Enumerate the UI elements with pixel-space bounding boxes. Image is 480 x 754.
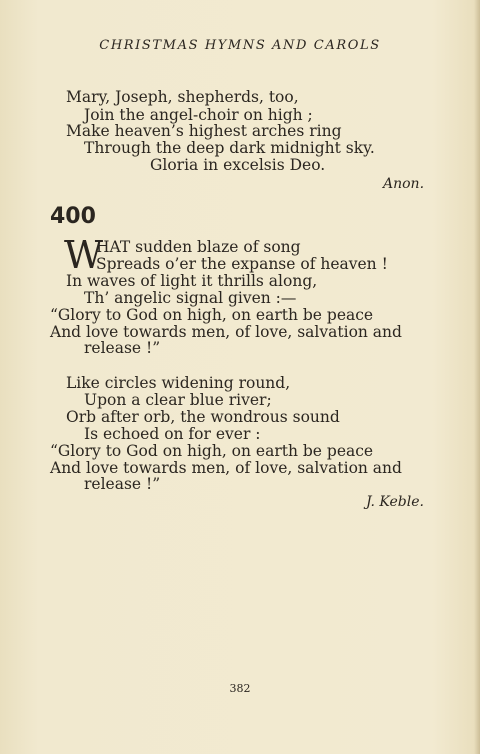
verse-line: Make heaven’s highest arches ring: [66, 122, 342, 140]
dropcap-letter: W: [64, 233, 104, 277]
verse-line: Join the angel-choir on high ;: [84, 106, 313, 124]
verse-line: HAT sudden blaze of song: [96, 238, 301, 256]
verse-line: Like circles widening round,: [66, 374, 291, 392]
verse-line: Orb after orb, the wondrous sound: [66, 408, 340, 426]
verse-line: Spreads o’er the expanse of heaven !: [96, 255, 388, 273]
verse-line: “Glory to God on high, on earth be peace: [50, 442, 374, 460]
running-head: CHRISTMAS HYMNS AND CAROLS: [99, 38, 381, 53]
verse-line: And love towards men, of love, salvation and: [50, 459, 402, 477]
verse-line: Upon a clear blue river;: [84, 391, 272, 409]
page-number: 382: [229, 682, 251, 695]
verse-line: “Glory to God on high, on earth be peace: [50, 306, 374, 324]
verse-line: release !”: [84, 475, 161, 493]
verse-line: release !”: [84, 339, 161, 357]
previous-hymn-attribution: Anon.: [383, 176, 425, 192]
verse-line: Th’ angelic signal given :—: [84, 289, 297, 307]
verse-line: Is echoed on for ever :: [84, 425, 261, 443]
hymn-attribution: J. Keble.: [366, 494, 424, 510]
hymn-number: 400: [50, 204, 96, 229]
verse-line: Mary, Joseph, shepherds, too,: [66, 88, 299, 106]
verse-line: Gloria in excelsis Deo.: [150, 156, 326, 174]
page-edge-shadow: [474, 0, 480, 754]
verse-line: And love towards men, of love, salvation and: [50, 323, 402, 341]
verse-line: Through the deep dark midnight sky.: [84, 139, 375, 157]
verse-line: In waves of light it thrills along,: [66, 272, 318, 290]
